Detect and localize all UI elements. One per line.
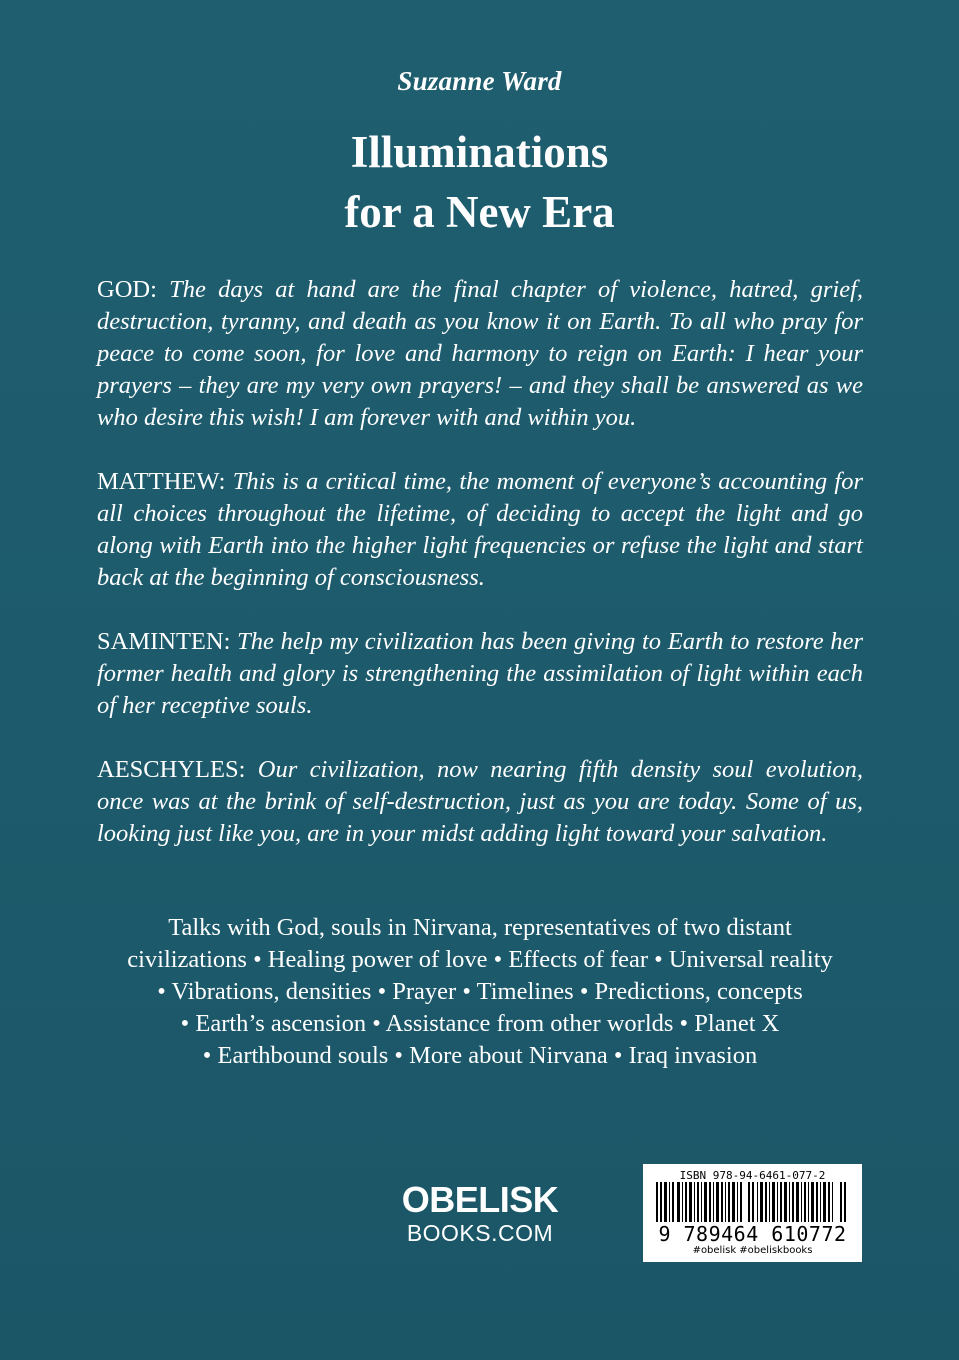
author-name: Suzanne Ward (397, 66, 562, 96)
topics-line: • Earthbound souls • More about Nirvana • Iraq invasion (202, 1042, 758, 1069)
title-line-2: for a New Era (344, 187, 615, 237)
topics-list (97, 912, 863, 1072)
quote-speaker: SAMINTEN: (97, 628, 231, 655)
publisher-logo-name: OBELISK (401, 1179, 559, 1220)
quote-aeschyles (97, 754, 863, 850)
publisher-logo (400, 1168, 560, 1260)
quote-text: The days at hand are the final chapter of violence, hatred, grief, destruction, tyranny, and death as you know it on Earth. To all who pray for peace to come soon, for love and harmony to reign on Earth: I hear your prayers – they are my very own prayers! – and they shall be answered as we who desire this wish! I am forever with and within you. (97, 276, 864, 431)
quote-text: The help my civilization has been giving to Earth to restore her former health and glory is strengthening the assimilation of light within each of her receptive souls. (97, 628, 863, 719)
topics-line: • Vibrations, densities • Prayer • Timelines • Predictions, concepts (157, 978, 803, 1005)
quote-speaker: MATTHEW: (97, 468, 226, 495)
quote-god (97, 274, 863, 434)
publisher-logo-site: BOOKS.COM (406, 1220, 554, 1246)
quote-saminten (97, 626, 863, 722)
quote-text: Our civilization, now nearing fifth density soul evolution, once was at the brink of self-destruction, just as you are today. Some of us, looking just like you, are in your midst adding light toward your salvation. (97, 756, 864, 847)
publisher-hashtags: #obelisk #obeliskbooks (692, 1245, 813, 1256)
quote-speaker: AESCHYLES: (97, 756, 246, 783)
topics-line: Talks with God, souls in Nirvana, representatives of two distant (168, 914, 792, 941)
topics-line: • Earth’s ascension • Assistance from other worlds • Planet X (180, 1010, 780, 1037)
title-line-1: Illuminations (350, 127, 609, 177)
quote-speaker: GOD: (97, 276, 157, 303)
barcode-number: 9 789464 610772 (647, 1222, 858, 1246)
quote-text: This is a critical time, the moment of everyone’s accounting for all choices throughout the lifetime, of deciding to accept the light and go along with Earth into the higher light frequencies or refuse the light and start back at the beginning of consciousness. (97, 468, 864, 591)
quote-matthew (97, 466, 863, 594)
quotes-section (97, 274, 863, 882)
topics-line: civilizations • Healing power of love • Effects of fear • Universal reality (127, 946, 833, 973)
book-title (0, 122, 959, 242)
isbn-label: ISBN 978-94-6461-077-2 (679, 1169, 826, 1182)
isbn-barcode (643, 1164, 862, 1262)
barcode-bars-icon (656, 1182, 849, 1226)
